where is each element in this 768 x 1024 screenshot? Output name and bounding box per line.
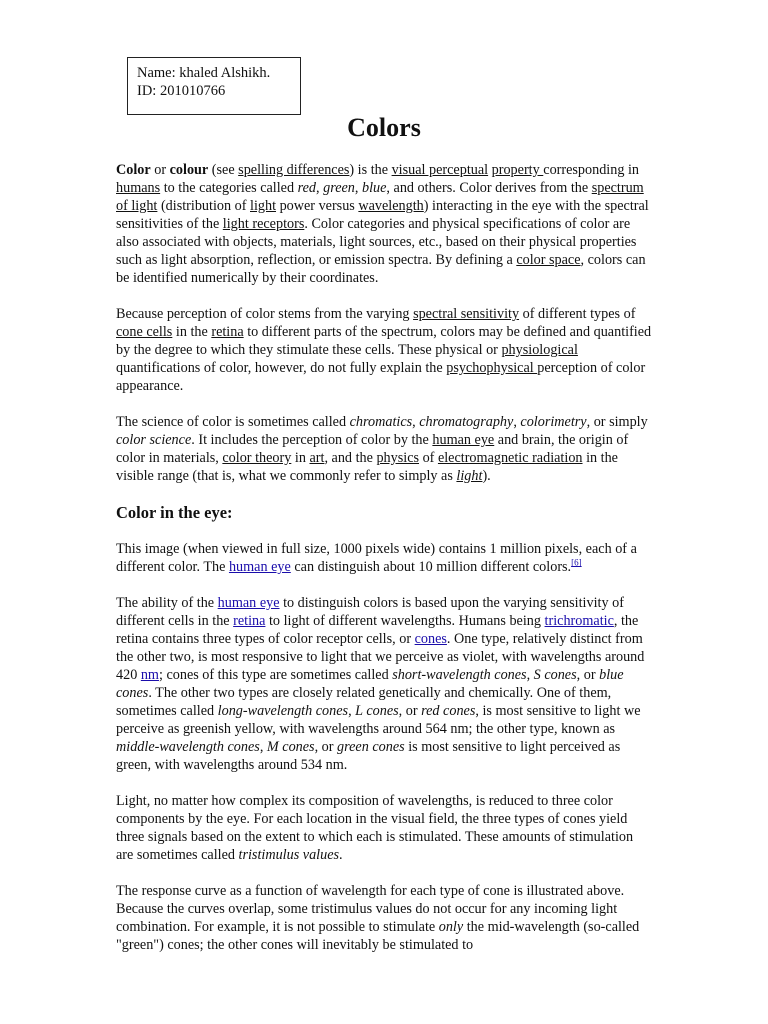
italic-middle-wavelength: middle-wavelength cones xyxy=(116,739,260,755)
paragraph-response-curve xyxy=(116,882,652,954)
section-heading: Color in the eye: xyxy=(116,503,233,522)
text: in the xyxy=(172,324,212,340)
text: , xyxy=(259,739,267,755)
italic-only: only xyxy=(438,919,464,935)
paragraph-perception xyxy=(116,305,652,395)
link-light-italic[interactable]: light xyxy=(456,468,483,484)
italic-m-cones: M cones xyxy=(266,739,315,755)
italic-long-wavelength: long-wavelength cones xyxy=(217,703,349,719)
text: of xyxy=(419,450,438,466)
paragraph-cones xyxy=(116,594,652,774)
text: , and the xyxy=(324,450,377,466)
link-psychophysical[interactable]: psychophysical xyxy=(446,360,538,376)
link-art[interactable]: art xyxy=(309,450,325,466)
term-colour: colour xyxy=(169,162,209,178)
text: , or xyxy=(398,703,422,719)
paragraph-tristimulus xyxy=(116,792,652,864)
text: , xyxy=(412,414,420,430)
text: the mid-wavelength (so-called "green") cones; the other cones will inevitably be stimulated to xyxy=(116,919,640,953)
text: perception of color appearance. xyxy=(116,360,646,394)
link-human-eye[interactable]: human eye xyxy=(432,432,495,448)
text: , xyxy=(354,180,362,196)
italic-green-cones: green cones xyxy=(337,739,405,755)
text: is most sensitive to light perceived as green, with wavelengths around 534 nm. xyxy=(116,739,621,773)
link-retina-blue[interactable]: retina xyxy=(233,613,266,629)
link-color-space[interactable]: color space xyxy=(516,252,581,268)
link-human-eye-2[interactable]: human eye xyxy=(217,595,280,611)
italic-color-science: color science xyxy=(116,432,192,448)
link-human-eye-blue[interactable]: human eye xyxy=(228,559,291,575)
text: or xyxy=(150,162,170,178)
text: in xyxy=(291,450,310,466)
paragraph-science xyxy=(116,413,652,485)
text: , xyxy=(513,414,521,430)
student-id: ID: 201010766 xyxy=(137,83,226,99)
link-visual-perceptual[interactable]: visual perceptual xyxy=(391,162,489,178)
text: in the visible range (that is, what we commonly refer to simply as xyxy=(116,450,618,484)
italic-chromatography: chromatography xyxy=(419,414,514,430)
italic-green: green xyxy=(323,180,355,196)
text: to light of different wavelengths. Humans being xyxy=(265,613,545,629)
italic-blue: blue xyxy=(361,180,387,196)
student-name: Name: khaled Alshikh. xyxy=(137,65,271,81)
link-retina[interactable]: retina xyxy=(211,324,244,340)
link-spectral-sensitivity[interactable]: spectral sensitivity xyxy=(413,306,520,322)
link-physics[interactable]: physics xyxy=(376,450,420,466)
text: (see xyxy=(208,162,239,178)
text: , or simply xyxy=(586,414,648,430)
italic-red: red xyxy=(297,180,317,196)
text: . The other two types are closely related genetically and chemically. One of them, sometimes called xyxy=(116,685,612,719)
text: , and others. Color derives from the xyxy=(386,180,592,196)
link-light[interactable]: light xyxy=(250,198,277,214)
text: The ability of the xyxy=(116,595,218,611)
link-color-theory[interactable]: color theory xyxy=(222,450,292,466)
italic-l-cones: L cones xyxy=(355,703,399,719)
text: This image (when viewed in full size, 1000 pixels wide) contains 1 million pixels, each of a different color. The xyxy=(116,541,637,575)
text: The science of color is sometimes called xyxy=(116,414,350,430)
student-info-box xyxy=(127,57,301,115)
text: Because perception of color stems from the varying xyxy=(116,306,414,322)
italic-blue-cones: blue cones xyxy=(116,667,624,701)
paragraph-image-note xyxy=(116,540,652,576)
link-electromagnetic-radiation[interactable]: electromagnetic radiation xyxy=(437,450,583,466)
text: ). xyxy=(482,468,491,484)
italic-tristimulus-values: tristimulus values xyxy=(238,847,340,863)
link-wavelength[interactable]: wavelength xyxy=(358,198,424,214)
text: ; cones of this type are sometimes called xyxy=(158,667,393,683)
link-physiological[interactable]: physiological xyxy=(501,342,578,358)
text: . Color categories and physical specifications of color are also associated with objects, materials, light sources, etc., based on their physical properties such as light absorption, reflection, or emission spectra. By defining a xyxy=(116,216,637,268)
text: and brain, the origin of color in materials, xyxy=(116,432,629,466)
text: , or xyxy=(314,739,338,755)
text: ) is the xyxy=(349,162,392,178)
link-spelling-differences[interactable]: spelling differences xyxy=(238,162,350,178)
text: , is most sensitive to light we perceive as greenish yellow, with wavelengths around 564 nm; the other type, known as xyxy=(116,703,641,737)
text: . It includes the perception of color by the xyxy=(191,432,433,448)
text: to different parts of the spectrum, colors may be defined and quantified by the degree to which they stimulate these cells. These physical or xyxy=(116,324,652,358)
text: Light, no matter how complex its composition of wavelengths, is reduced to three color components by the eye. For each location in the visual field, the three types of cones yield three signals based on the extent to which each is stimulated. These amounts of stimulation are sometimes called xyxy=(116,793,634,863)
text: , colors can be identified numerically by their coordinates. xyxy=(116,252,646,286)
text: , xyxy=(526,667,534,683)
text: (distribution of xyxy=(157,198,250,214)
italic-red-cones: red cones xyxy=(421,703,476,719)
text: . xyxy=(339,847,343,863)
link-humans[interactable]: humans xyxy=(116,180,161,196)
link-spectrum-of-light[interactable]: spectrum of light xyxy=(116,180,644,214)
italic-chromatics: chromatics xyxy=(349,414,413,430)
italic-colorimetry: colorimetry xyxy=(520,414,587,430)
text: corresponding in xyxy=(543,162,640,178)
text: , xyxy=(316,180,324,196)
term-color: Color xyxy=(116,162,151,178)
text: power versus xyxy=(276,198,359,214)
paragraph-intro xyxy=(116,161,652,287)
italic-s-cones: S cones xyxy=(533,667,577,683)
article-body xyxy=(116,161,652,972)
text: ) interacting in the eye with the spectral sensitivities of the xyxy=(116,198,649,232)
citation-6[interactable]: [6] xyxy=(571,557,582,568)
link-cones[interactable]: cones xyxy=(414,631,447,647)
text: , xyxy=(348,703,356,719)
link-property[interactable]: property xyxy=(491,162,544,178)
link-light-receptors[interactable]: light receptors xyxy=(222,216,305,232)
text: can distinguish about 10 million different colors. xyxy=(290,559,572,575)
text: , the retina contains three types of color receptor cells, or xyxy=(116,613,639,647)
text: to distinguish colors is based upon the varying sensitivity of different cells in the xyxy=(116,595,624,629)
link-trichromatic[interactable]: trichromatic xyxy=(544,613,614,629)
text: of different types of xyxy=(519,306,636,322)
text: , or xyxy=(576,667,600,683)
page-title: Colors xyxy=(347,113,421,142)
italic-short-wavelength: short-wavelength cones xyxy=(392,667,527,683)
text: . One type, relatively distinct from the other two, is most responsive to light that we perceive as violet, with wavelengths around 420 xyxy=(116,631,645,683)
text: quantifications of color, however, do not fully explain the xyxy=(116,360,447,376)
link-nm[interactable]: nm xyxy=(140,667,159,683)
text: The response curve as a function of wavelength for each type of cone is illustrated above. Because the curves overlap, some tristimulus values do not occur for any incoming light combination. For example, it is not possible to stimulate xyxy=(116,883,625,935)
text: to the categories called xyxy=(160,180,298,196)
link-cone-cells[interactable]: cone cells xyxy=(116,324,173,340)
